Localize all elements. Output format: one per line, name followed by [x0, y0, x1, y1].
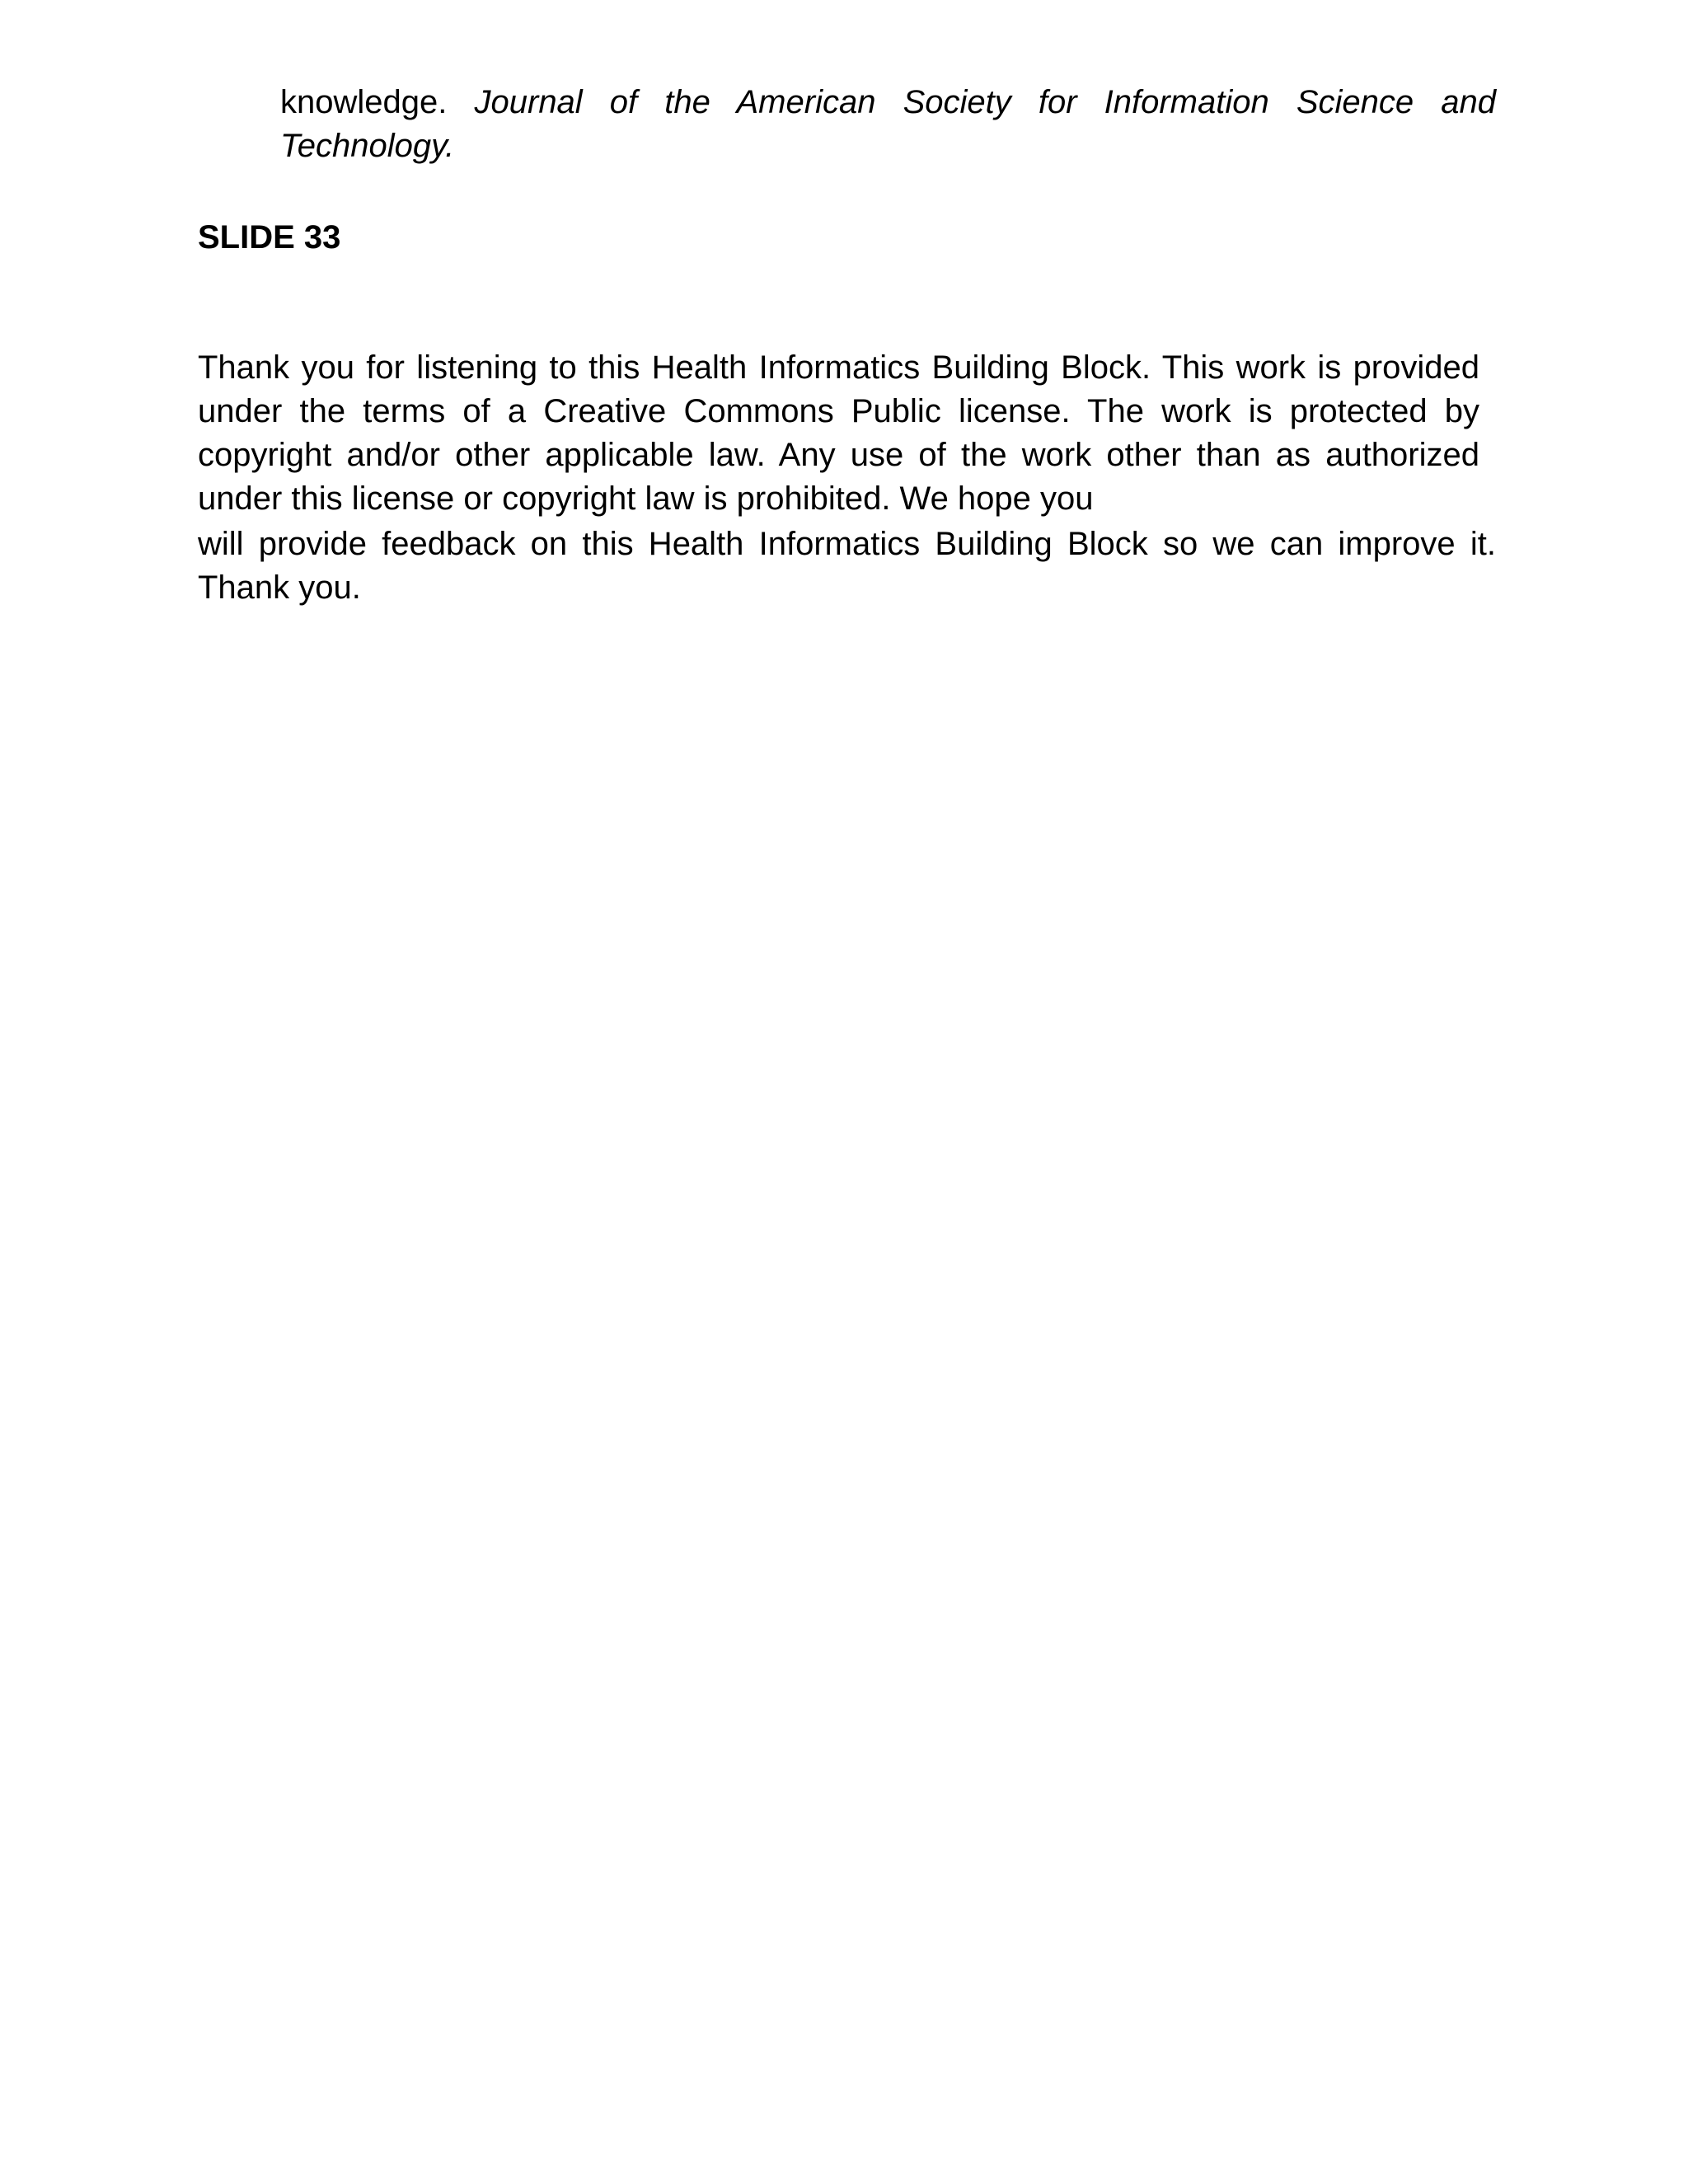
- closing-text-part2: will provide feedback on this Health Informatics Building Block so we can improve it. Thank you.: [198, 526, 1496, 606]
- slide-heading: SLIDE 33: [198, 219, 341, 255]
- closing-text-part1: Thank you for listening to this Health Informatics Building Block. This work is provided under the terms of a Creative Commons Public license. The work is protected by copyright and/or other applicable law. Any use of the work other than as authorized under this license or copyright law is prohibited. We hope you: [198, 349, 1479, 517]
- reference-journal: Journal of the American Society for Information Science and Technology.: [280, 84, 1497, 164]
- reference-continuation: [280, 81, 1496, 168]
- reference-lead: knowledge.: [280, 84, 448, 120]
- closing-paragraph: [198, 346, 1496, 610]
